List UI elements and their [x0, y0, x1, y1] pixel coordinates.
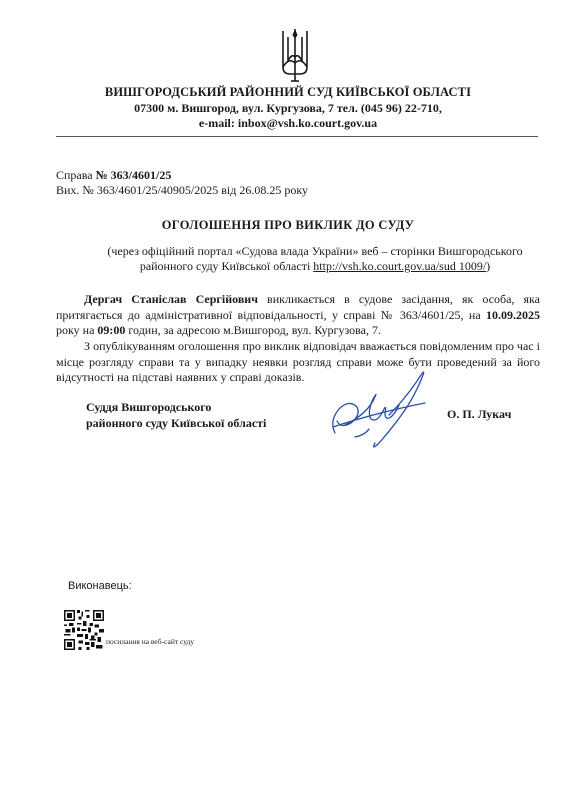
hearing-time: 09:00: [97, 323, 126, 337]
p1-text-3: годин, за адресою м.Вишгород, вул. Кургузова, 7.: [125, 323, 381, 337]
executor-label: Виконавець:: [68, 580, 132, 592]
outgoing-number: Вих. № 363/4601/25/40905/2025 від 26.08.25 року: [56, 183, 308, 197]
judge-title-line-2: районного суду Київської області: [86, 416, 267, 430]
court-email: e-mail: inbox@vsh.ko.court.gov.ua: [198, 116, 378, 130]
notice-title: ОГОЛОШЕННЯ ПРО ВИКЛИК ДО СУДУ: [161, 218, 415, 232]
hearing-date: 10.09.2025: [486, 307, 540, 322]
summoned-person: Дергач Станіслав Сергійович: [84, 292, 258, 306]
header-divider: [56, 136, 538, 137]
judge-name: О. П. Лукач: [447, 407, 512, 421]
handwritten-signature: [325, 363, 440, 455]
subtitle-close: ): [486, 259, 491, 273]
judge-title: [86, 399, 266, 431]
trident-emblem-icon: [280, 27, 310, 85]
qr-caption: посилання на веб-сайт суду: [106, 637, 195, 646]
notice-subtitle: [80, 244, 550, 274]
case-label: Справа: [56, 168, 96, 182]
judge-title-line-1: Суддя Вишгородського: [86, 400, 212, 414]
case-number: № 363/4601/25: [95, 168, 172, 182]
case-line: [56, 168, 171, 183]
p1-text-2: року на: [56, 323, 98, 337]
qr-code-icon[interactable]: [64, 610, 104, 650]
body-paragraph-2: З опублікуванням оголошення про виклик відповідач вважається повідомленим про час і місце розгляду справи та у випадку неявки розгляд справи може бути проведений за його відсутності на підставі наявних у справі доказів.: [56, 339, 540, 384]
body-paragraph-1: [56, 292, 540, 339]
subtitle-text: (через офіційний портал «Судова влада України» веб – сторінки Вишгородського районного суду Київської області: [107, 244, 523, 273]
p1-text-1: викликається в судове засідання, як особа, яка притягається до адміністративної відповідальності, у справі № 363/4601/25, на: [56, 292, 540, 322]
portal-link[interactable]: http://vsh.ko.court.gov.ua/sud 1009/: [313, 259, 487, 273]
court-address: 07300 м. Вишгород, вул. Кургузова, 7 тел. (045 96) 22-710,: [134, 101, 442, 115]
court-name: ВИШГОРОДСЬКИЙ РАЙОННИЙ СУД КИЇВСЬКОЇ ОБЛАСТІ: [104, 85, 472, 99]
